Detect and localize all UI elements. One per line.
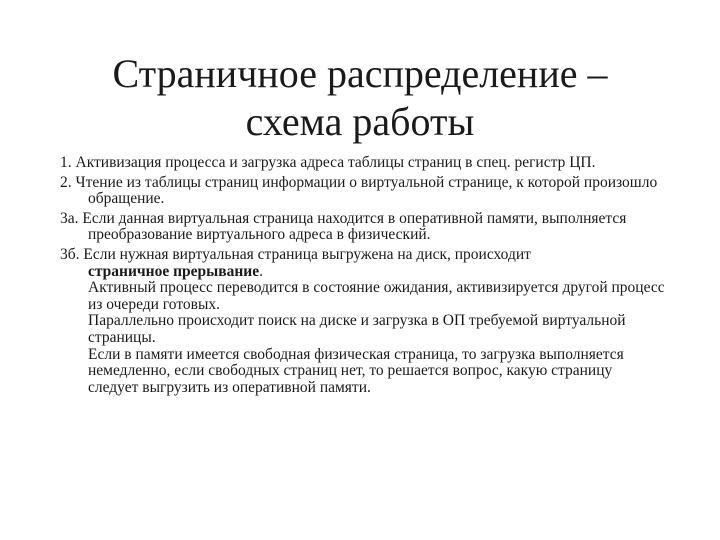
step-3b-detail-1: Активный процесс переводится в состояние ожидания, активизируется другой процесс из очереди готовых. [88,279,665,313]
slide-body [60,155,665,396]
step-3b-detail-2: Параллельно происходит поиск на диске и загрузка в ОП требуемой виртуальной страницы. [88,312,626,346]
slide-title-line-1: Страничное распределение – [112,51,608,96]
page-fault-term: страничное прерывание [88,262,260,280]
step-3a: 3а. Если данная виртуальная страница находится в оперативной памяти, выполняется преобразование виртуального адреса в физический. [60,209,627,244]
step-3b-detail-3: Если в памяти имеется свободная физическая страница, то загрузка выполняется немедленно, если свободных страниц нет, то решается вопрос, какую страницу следует выгрузить из оперативной памяти. [88,345,624,396]
step-1: 1. Активизация процесса и загрузка адреса таблицы страниц в спец. регистр ЦП. [60,154,596,171]
step-3b-period: . [259,262,263,280]
step-3b-text: 3б. Если нужная виртуальная страница выгружена на диск, происходит [60,245,531,263]
slide-title-line-2: схема работы [245,99,475,144]
step-3b [60,247,665,280]
slide-title [60,50,660,146]
step-2: 2. Чтение из таблицы страниц информации о виртуальной странице, к которой произошло обращение. [60,173,658,208]
